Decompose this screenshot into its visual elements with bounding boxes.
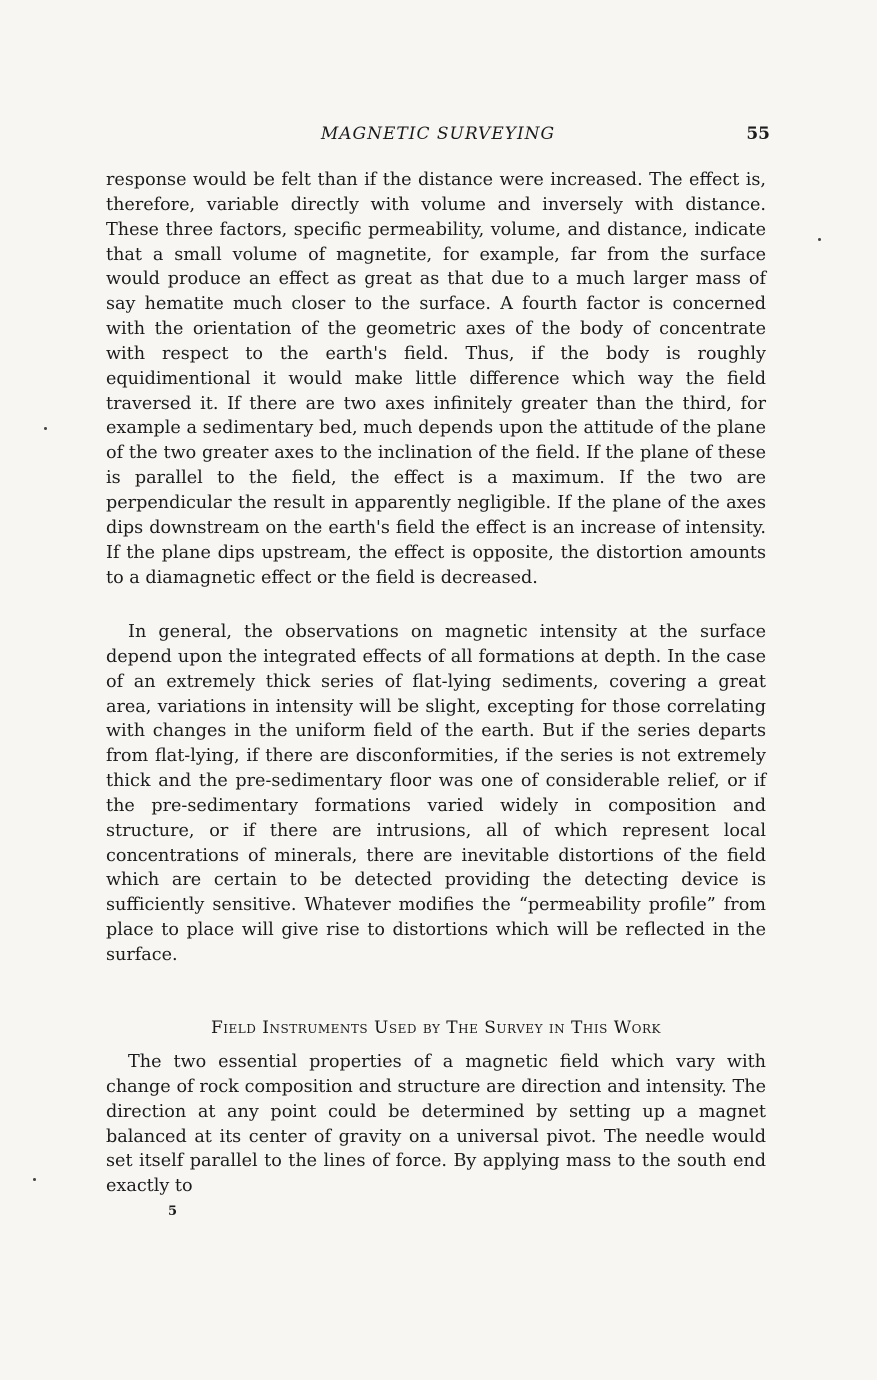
scan-speck [818, 238, 821, 241]
paragraph-text: response would be felt than if the distance were increased. The effect is, therefore, variable directly with volume and inversely with distance. These three factors, specific permeability, volume, and distance, indicate that a small volume of magnetite, for example, far from the surface would produce an effect as great as that due to a much larger mass of say hematite much closer to the surface. A fourth factor is concerned with the orientation of the geometric axes of the body of concentrate with respect to the earth's field. Thus, if the body is roughly equidimentional it would make little difference which way the field traversed it. If there are two axes infinitely greater than the third, for example a sedimentary bed, much depends upon the attitude of the plane of the two greater axes to the inclination of the field. If the plane of these is parallel to the field, the effect is a maximum. If the two are perpendicular the result in apparently negligible. If the plane of the axes dips downstream on the earth's field the effect is an increase of intensity. If the plane dips upstream, the effect is opposite, the distortion amounts to a diamagnetic effect or the field is decreased. [106, 170, 766, 588]
running-head [106, 124, 770, 148]
signature-mark: 5 [168, 1204, 178, 1219]
body-paragraph-2 [106, 620, 766, 968]
body-paragraph-1 [106, 168, 766, 590]
scan-speck [33, 1178, 36, 1181]
section-paragraph [106, 1050, 766, 1199]
page-number: 55 [746, 124, 770, 144]
section-heading: Field Instruments Used by The Survey in This Work [210, 1018, 662, 1038]
paragraph-text: The two essential properties of a magnetic field which vary with change of rock composition and structure are direction and intensity. The direction at any point could be determined by setting up a magnet balanced at its center of gravity on a universal pivot. The needle would set itself parallel to the lines of force. By applying mass to the south end exactly to [106, 1052, 766, 1197]
running-title: MAGNETIC SURVEYING [320, 124, 556, 144]
scan-speck [44, 427, 47, 430]
paragraph-text: In general, the observations on magnetic intensity at the surface depend upon the integrated effects of all formations at depth. In the case of an extremely thick series of flat-lying sediments, covering a great area, variations in intensity will be slight, excepting for those correlating with changes in the uniform field of the earth. But if the series departs from flat-lying, if there are disconformities, if the series is not extremely thick and the pre-sedimentary floor was one of considerable relief, or if the pre-sedimentary formations varied widely in composition and structure, or if there are intrusions, all of which represent local concentrations of minerals, there are inevitable distortions of the field which are certain to be detected providing the detecting device is sufficiently sensitive. Whatever modifies the “permeability profile” from place to place will give rise to distortions which will be reflected in the surface. [106, 622, 766, 965]
